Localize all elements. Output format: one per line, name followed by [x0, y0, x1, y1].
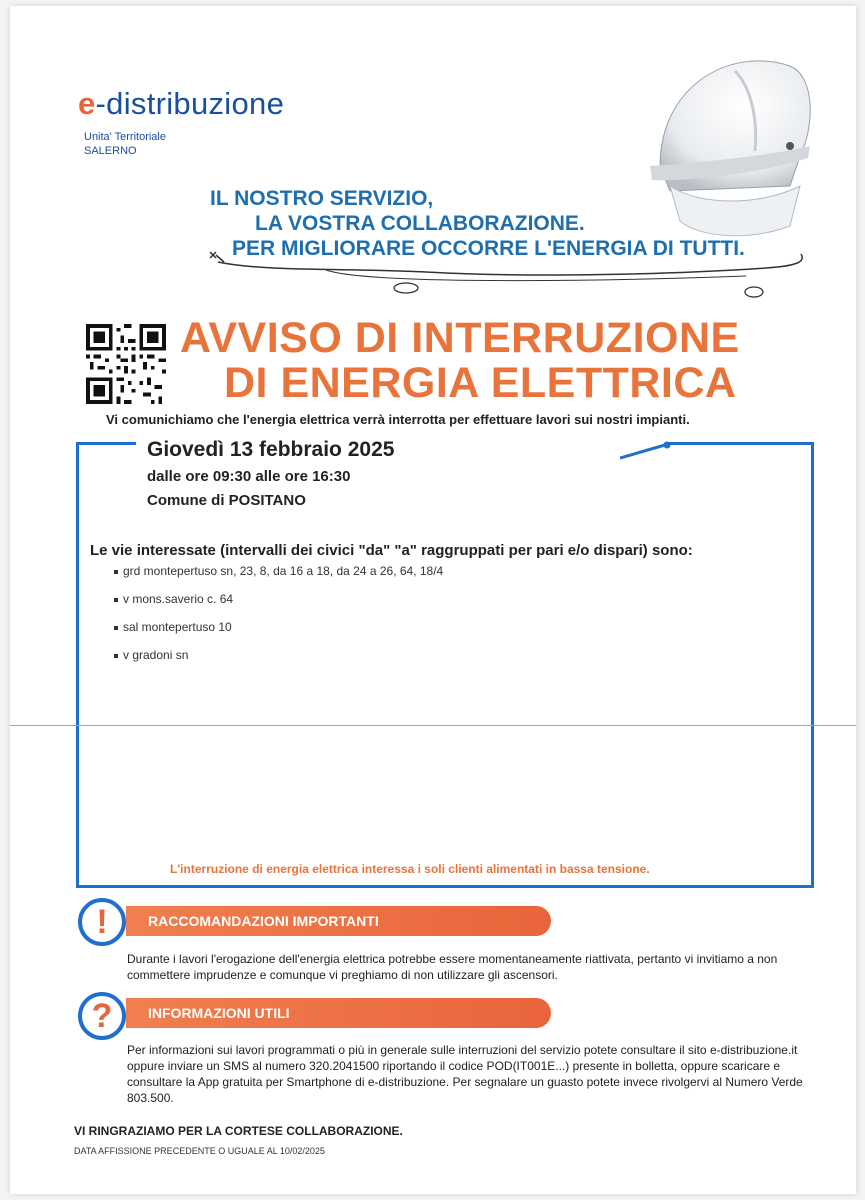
- title-line-1: AVVISO DI INTERRUZIONE: [180, 314, 740, 362]
- info-banner: INFORMAZIONI UTILI: [126, 998, 551, 1028]
- qr-code: [86, 324, 166, 404]
- slogan-line-1: IL NOSTRO SERVIZIO,: [210, 187, 434, 210]
- list-item: sal montepertuso 10: [114, 618, 443, 646]
- recommendations-text: Durante i lavori l'erogazione dell'energia elettrica potrebbe essere momentaneamente riattivata, pertanto vi invitiamo a non commettere imprudenze e comunque vi preghiamo di non utilizzare gli ascensori.: [127, 952, 778, 982]
- street-list: [114, 562, 443, 674]
- recommendations-banner: RACCOMANDAZIONI IMPORTANTI: [126, 906, 551, 936]
- bullet-icon: [114, 598, 118, 602]
- notice-sheet: [10, 6, 856, 1194]
- low-voltage-note: L'interruzione di energia elettrica interessa i soli clienti alimentati in bassa tensione.: [170, 862, 650, 876]
- unit-city: SALERNO: [84, 145, 137, 157]
- interruption-time: dalle ore 09:30 alle ore 16:30: [147, 468, 351, 485]
- slogan-line-3: PER MIGLIORARE OCCORRE L'ENERGIA DI TUTTI.: [232, 237, 745, 260]
- interruption-date: Giovedì 13 febbraio 2025: [147, 438, 395, 461]
- municipality: Comune di POSITANO: [147, 492, 306, 509]
- info-text: Per informazioni sui lavori programmati o più in generale sulle interruzioni del servizio potete consultare il sito e-distribuzione.it oppure inviare un SMS al numero 320.2041500 riportando il codice POD(IT001E...) presente in bolletta, oppure scaricare e consultare la App gratuita per Smartphone di e-distribuzione. Per segnalare un guasto potete invece rivolgervi al Numero Verde 803.500.: [127, 1043, 803, 1105]
- frame-top-right-border: [665, 442, 814, 445]
- bullet-icon: [114, 654, 118, 658]
- notice-title: [180, 316, 740, 406]
- slogan-line-2: LA VOSTRA COLLABORAZIONE.: [255, 212, 585, 235]
- territorial-unit: [84, 130, 166, 158]
- list-item: v mons.saverio c. 64: [114, 590, 443, 618]
- exclamation-icon: !: [78, 898, 126, 946]
- intro-text: Vi comunichiamo che l'energia elettrica verrà interrotta per effettuare lavori sui nostri impianti.: [106, 412, 690, 427]
- fold-line: [10, 725, 856, 726]
- list-item: grd montepertuso sn, 23, 8, da 16 a 18, da 24 a 26, 64, 18/4: [114, 562, 443, 590]
- bullet-icon: [114, 626, 118, 630]
- unit-label: Unita' Territoriale: [84, 131, 166, 143]
- question-mark-icon: ?: [78, 992, 126, 1040]
- plug-cable-decoration: [206, 244, 836, 304]
- thanks-text: VI RINGRAZIAMO PER LA CORTESE COLLABORAZIONE.: [74, 1124, 403, 1138]
- title-line-2: DI ENERGIA ELETTRICA: [224, 359, 737, 407]
- bullet-icon: [114, 570, 118, 574]
- frame-cable-accent: [620, 436, 680, 466]
- streets-heading: Le vie interessate (intervalli dei civici "da" "a" raggruppati per pari e/o dispari) sono:: [90, 542, 693, 559]
- e-distribuzione-logo: e-distribuzione: [78, 86, 285, 121]
- posting-date: DATA AFFISSIONE PRECEDENTE O UGUALE AL 10/02/2025: [74, 1146, 325, 1156]
- frame-top-left-border: [76, 442, 136, 445]
- list-item: v gradoni sn: [114, 646, 443, 674]
